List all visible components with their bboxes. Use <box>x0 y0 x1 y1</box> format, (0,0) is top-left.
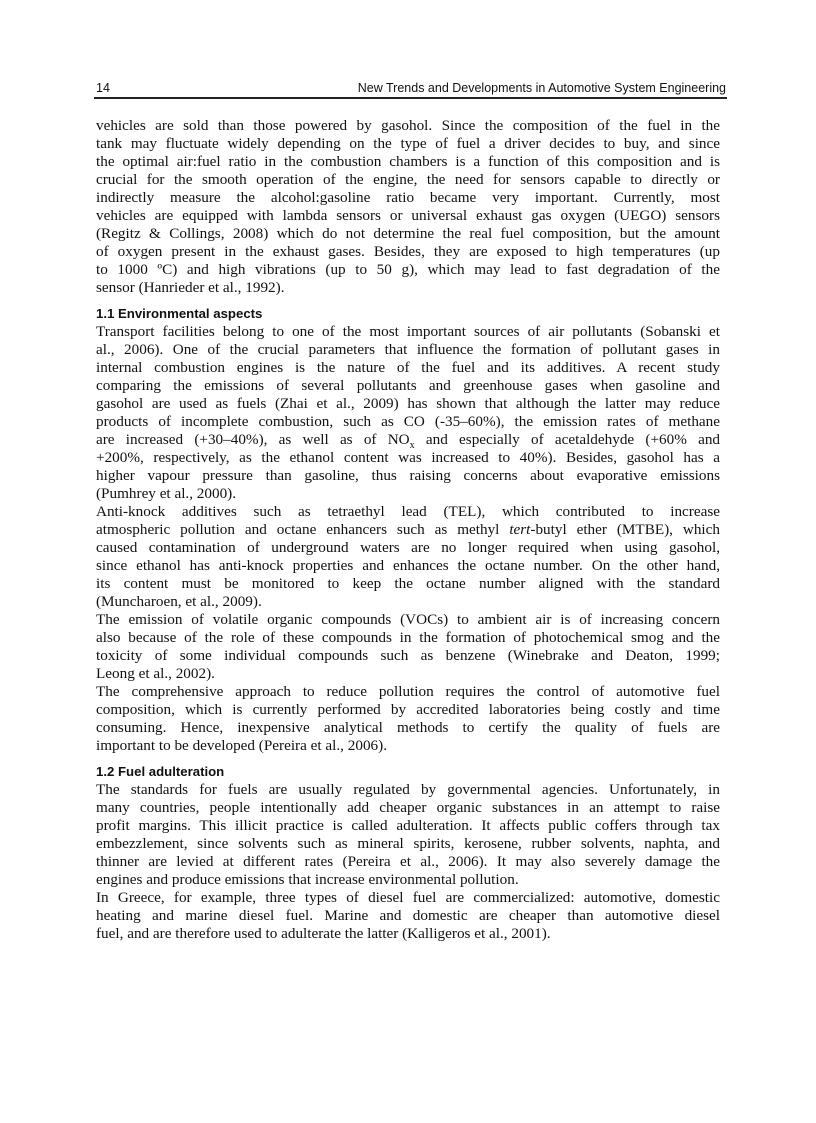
text-line <box>96 575 720 593</box>
text-line <box>96 431 721 452</box>
text-line <box>96 737 720 755</box>
text-run: tank may fluctuate widely depending on the type of fuel a driver decides to buy, and since <box>96 135 720 152</box>
text-line <box>96 889 720 907</box>
text-line <box>96 359 720 377</box>
text-run: profit margins. This illicit practice is called adulteration. It affects public coffers through tax <box>96 817 720 834</box>
text-run: higher vapour pressure than gasoline, thus raising concerns about evaporative emissions <box>96 467 720 484</box>
text-run: important to be developed (Pereira et al., 2006). <box>96 737 387 754</box>
text-line <box>96 467 720 485</box>
text-run: The comprehensive approach to reduce pollution requires the control of automotive fuel <box>96 683 720 700</box>
text-line <box>96 629 720 647</box>
text-run: Anti-knock additives such as tetraethyl lead (TEL), which contributed to increase <box>96 503 720 520</box>
text-line <box>96 871 720 889</box>
text-run: (Regitz & Collings, 2008) which do not determine the real fuel composition, but the amount <box>96 225 720 242</box>
text-line <box>96 781 720 799</box>
paragraph <box>96 611 720 683</box>
text-line <box>96 279 720 297</box>
paragraph <box>96 117 720 297</box>
text-line <box>96 521 720 539</box>
text-line <box>96 539 720 557</box>
text-run: +200%, respectively, as the ethanol content was increased to 40%). Besides, gasohol has a <box>96 449 720 466</box>
italic-term: tert <box>509 521 531 538</box>
subscript: x <box>409 440 415 452</box>
text-line <box>96 853 720 871</box>
text-line <box>96 925 720 943</box>
text-run: its content must be monitored to keep the octane number aligned with the standard <box>96 575 720 592</box>
text-line <box>96 395 720 413</box>
text-line <box>96 683 720 701</box>
body-text <box>96 117 720 943</box>
text-run: The emission of volatile organic compounds (VOCs) to ambient air is of increasing concern <box>96 611 720 628</box>
text-line <box>96 189 720 207</box>
text-run: vehicles are equipped with lambda sensors or universal exhaust gas oxygen (UEGO) sensors <box>96 207 720 224</box>
text-line <box>96 135 720 153</box>
text-run: of oxygen present in the exhaust gases. Besides, they are exposed to high temperatures (up <box>96 243 720 260</box>
section-heading: 1.2 Fuel adulteration <box>96 764 225 779</box>
text-line <box>96 449 720 467</box>
text-line <box>96 413 720 431</box>
text-line <box>96 835 720 853</box>
text-line <box>96 225 720 243</box>
text-run: the optimal air:fuel ratio in the combustion chambers is a function of this composition and is <box>96 153 720 170</box>
text-run: heating and marine diesel fuel. Marine and domestic are cheaper than automotive diesel <box>96 907 720 924</box>
text-line <box>96 817 720 835</box>
text-run: crucial for the smooth operation of the engine, the need for sensors capable to directly or <box>96 171 720 188</box>
text-line <box>96 665 720 683</box>
page-number: 14 <box>96 81 110 95</box>
text-run: many countries, people intentionally add cheaper organic substances in an attempt to raise <box>96 799 720 816</box>
paragraph <box>96 683 720 755</box>
text-line <box>96 647 720 665</box>
text-run: (Muncharoen, et al., 2009). <box>96 593 262 610</box>
text-run: In Greece, for example, three types of diesel fuel are commercialized: automotive, domestic <box>96 889 720 906</box>
text-run: (Pumhrey et al., 2000). <box>96 485 237 502</box>
text-line <box>96 611 720 629</box>
text-run: internal combustion engines is the nature of the fuel and its additives. A recent study <box>96 359 720 376</box>
text-line <box>96 207 720 225</box>
text-line <box>96 701 720 719</box>
text-run: engines and produce emissions that increase environmental pollution. <box>96 871 519 888</box>
text-run: sensor (Hanrieder et al., 1992). <box>96 279 285 296</box>
text-run: vehicles are sold than those powered by gasohol. Since the composition of the fuel in the <box>96 117 720 134</box>
text-run: al., 2006). One of the crucial parameters that influence the formation of pollutant gases in <box>96 341 720 358</box>
text-run: Leong et al., 2002). <box>96 665 215 682</box>
text-run: fuel, and are therefore used to adulterate the latter (Kalligeros et al., 2001). <box>96 925 551 942</box>
text-line <box>96 171 720 189</box>
paragraph <box>96 503 720 611</box>
text-line <box>96 243 720 261</box>
text-line <box>96 261 720 279</box>
header-rule <box>94 97 727 99</box>
text-line <box>96 799 720 817</box>
text-run: and especially of acetaldehyde (+60% and <box>414 431 721 448</box>
text-run: also because of the role of these compounds in the formation of photochemical smog and the <box>96 629 720 646</box>
section-gap <box>96 755 720 763</box>
text-line <box>96 503 720 521</box>
section-heading: 1.1 Environmental aspects <box>96 306 263 321</box>
section-gap <box>96 297 720 305</box>
text-line <box>96 323 720 341</box>
text-run: gasohol are used as fuels (Zhai et al., 2009) has shown that although the latter may reduce <box>96 395 720 412</box>
text-run: -butyl ether (MTBE), which <box>530 521 720 538</box>
text-run: toxicity of some individual compounds such as benzene (Winebrake and Deaton, 1999; <box>96 647 720 664</box>
text-run: The standards for fuels are usually regulated by governmental agencies. Unfortunately, in <box>96 781 720 798</box>
text-run: since ethanol has anti-knock properties and enhances the octane number. On the other hand, <box>96 557 720 574</box>
text-line <box>96 593 720 611</box>
text-line <box>96 907 720 925</box>
text-run: atmospheric pollution and octane enhancers such as methyl <box>96 521 510 538</box>
text-run: caused contamination of underground waters are no longer required when using gasohol, <box>96 539 720 556</box>
text-line <box>96 485 720 503</box>
text-run: products of incomplete combustion, such as CO (-35–60%), the emission rates of methane <box>96 413 720 430</box>
text-run: Transport facilities belong to one of the most important sources of air pollutants (Sobanski et <box>96 323 720 340</box>
text-run: comparing the emissions of several pollutants and greenhouse gases when gasoline and <box>96 377 720 394</box>
text-run: are increased (+30–40%), as well as of NO <box>96 431 410 448</box>
text-line <box>96 557 720 575</box>
running-header <box>94 80 727 98</box>
text-run: composition, which is currently performed by accredited laboratories being costly and time <box>96 701 720 718</box>
text-line <box>96 377 720 395</box>
text-run: thinner are levied at different rates (Pereira et al., 2006). It may also severely damage the <box>96 853 720 870</box>
paragraph <box>96 323 720 503</box>
text-line <box>96 719 720 737</box>
text-run: consuming. Hence, inexpensive analytical methods to certify the quality of fuels are <box>96 719 720 736</box>
text-line <box>96 117 720 135</box>
text-run: embezzlement, since solvents such as mineral spirits, kerosene, rubber solvents, naphta, and <box>96 835 720 852</box>
paragraph <box>96 781 720 889</box>
text-line <box>96 153 720 171</box>
paragraph <box>96 889 720 943</box>
text-run: to 1000 ºC) and high vibrations (up to 50 g), which may lead to fast degradation of the <box>96 261 720 278</box>
book-title: New Trends and Developments in Automotive System Engineering <box>357 81 726 95</box>
text-run: indirectly measure the alcohol:gasoline ratio became very important. Currently, most <box>96 189 720 206</box>
text-line <box>96 341 720 359</box>
